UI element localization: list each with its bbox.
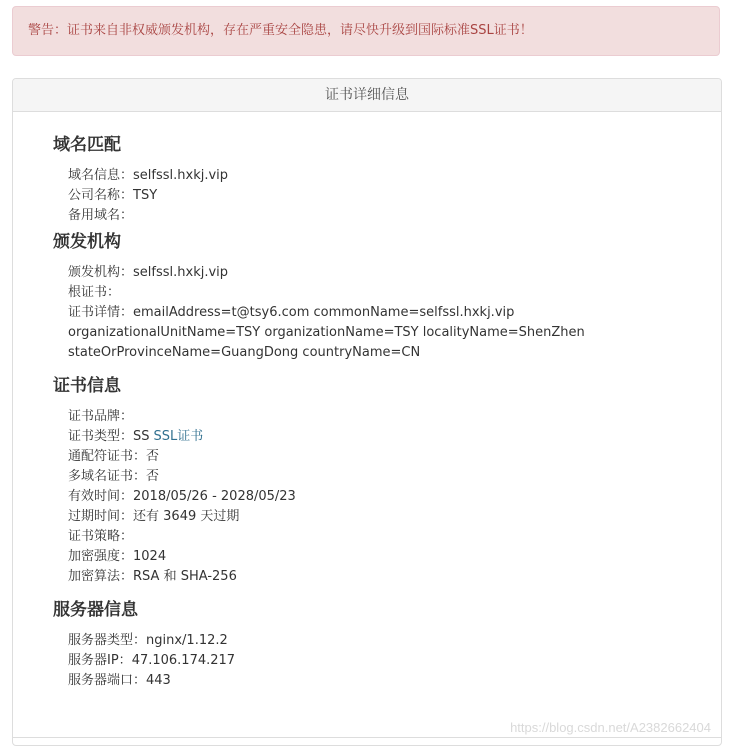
section-title-cert: 证书信息: [53, 376, 121, 396]
row-alt-domains: 备用域名：: [68, 208, 134, 223]
certificate-details-panel: [12, 78, 722, 746]
row-wildcard: 通配符证书：否: [68, 449, 160, 464]
panel-body: [13, 112, 721, 691]
issuer-group: [53, 263, 721, 363]
row-company-name: 公司名称：TSY: [68, 188, 158, 203]
row-cert-details: 证书详情：emailAddress=t@tsy6.com commonName=selfssl.hxkj.vip organizationalUnitName=TSY organizationName=TSY localityName=ShenZhen stateOrProvinceName=GuangDong countryName=CN: [68, 305, 585, 360]
row-root-cert: 根证书：: [68, 285, 121, 300]
panel-title: 证书详细信息: [13, 79, 721, 112]
row-server-type: 服务器类型：nginx/1.12.2: [68, 633, 228, 648]
watermark-text: https://blog.csdn.net/A2382662404: [510, 720, 711, 735]
row-cert-policy: 证书策略：: [68, 529, 134, 544]
section-title-domain: 域名匹配: [53, 135, 121, 155]
section-title-issuer: 颁发机构: [53, 232, 121, 252]
row-cert-type: 证书类型：SS SSL证书: [68, 429, 204, 444]
row-server-port: 服务器端口：443: [68, 673, 171, 688]
row-domain-info: 域名信息：selfssl.hxkj.vip: [68, 168, 229, 183]
row-issuer: 颁发机构：selfssl.hxkj.vip: [68, 265, 229, 280]
security-warning-alert: [12, 6, 720, 56]
ssl-cert-link[interactable]: SSL证书: [153, 429, 204, 444]
cert-group: [53, 407, 721, 587]
server-group: [53, 631, 721, 691]
row-cert-brand: 证书品牌：: [68, 409, 134, 424]
domain-group: [53, 166, 721, 226]
row-multi-domain: 多域名证书：否: [68, 469, 160, 484]
row-valid-period: 有效时间：2018/05/26 - 2028/05/23: [68, 489, 296, 504]
row-server-ip: 服务器IP：47.106.174.217: [68, 653, 236, 668]
section-title-server: 服务器信息: [53, 600, 138, 620]
row-key-strength: 加密强度：1024: [68, 549, 167, 564]
alert-text: 警告：证书来自非权威颁发机构，存在严重安全隐患，请尽快升级到国际标准SSL证书！: [28, 23, 533, 38]
row-expiry: 过期时间：还有 3649 天过期: [68, 509, 240, 524]
row-algorithm: 加密算法：RSA 和 SHA-256: [68, 569, 237, 584]
